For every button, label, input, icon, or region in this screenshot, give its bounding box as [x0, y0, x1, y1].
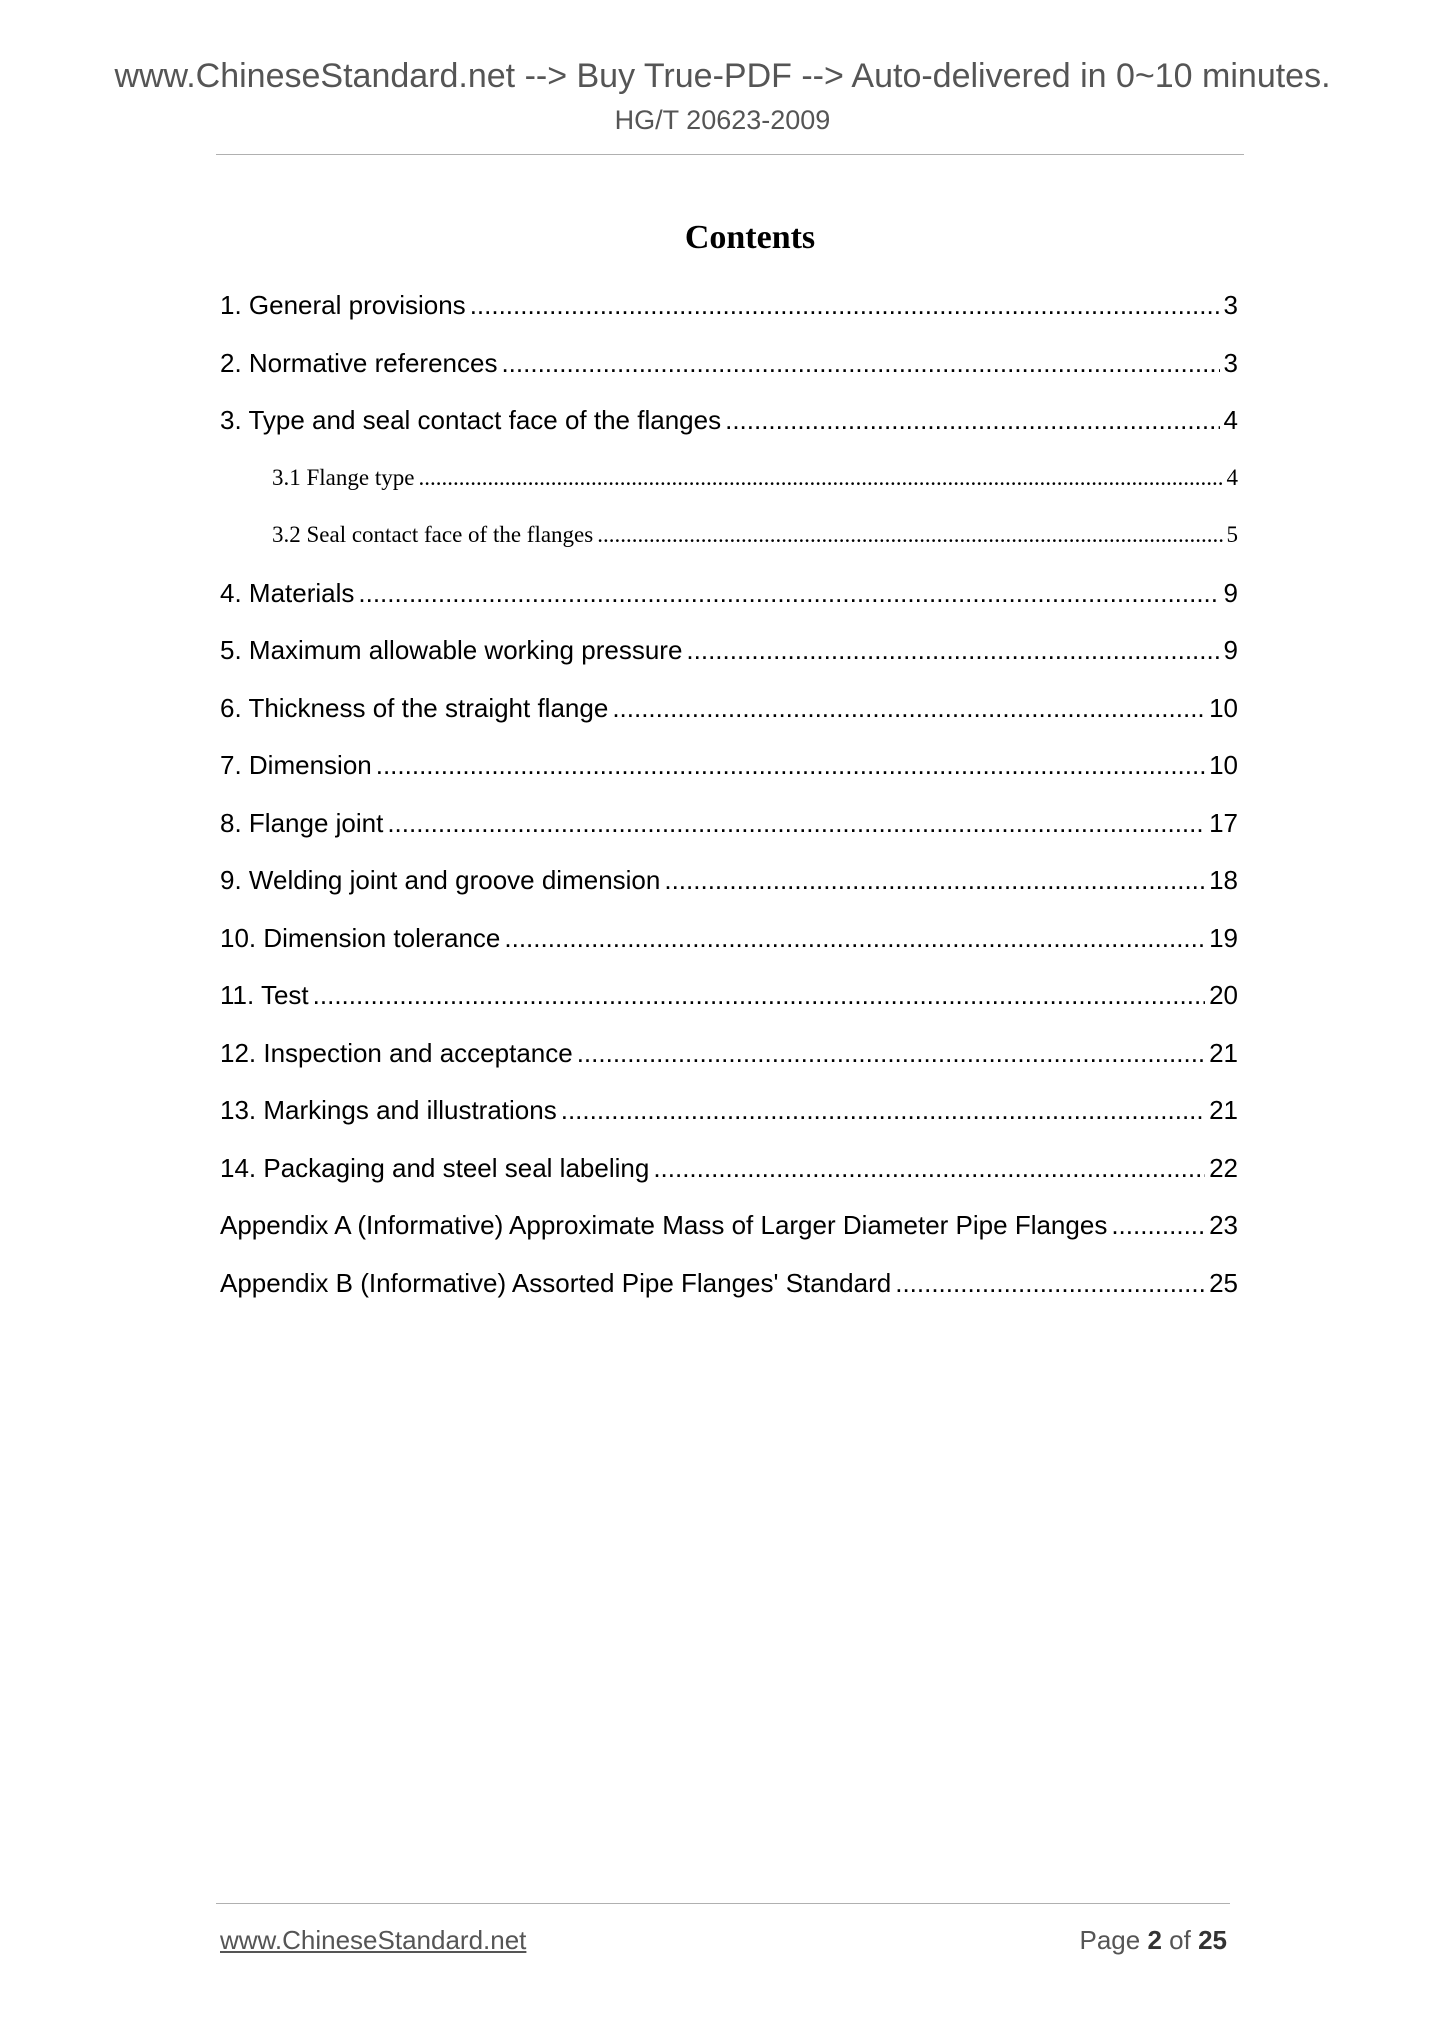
toc-entry-label: 7. Dimension [220, 750, 372, 780]
toc-page-number: 19 [1209, 922, 1238, 953]
total-page-count: 25 [1198, 1925, 1227, 1955]
toc-dot-leader [376, 745, 1205, 785]
page-prefix: Page [1079, 1925, 1141, 1955]
toc-entry-label: 1. General provisions [220, 290, 466, 320]
toc-entry-dimension[interactable] [220, 745, 1238, 803]
toc-dot-leader [664, 860, 1205, 900]
toc-dot-leader [895, 1263, 1205, 1303]
contents-title: Contents [684, 219, 816, 256]
toc-entry-label: 10. Dimension tolerance [220, 922, 501, 953]
toc-dot-leader [561, 1090, 1205, 1130]
toc-page-number: 21 [1209, 1095, 1238, 1125]
header-divider [216, 154, 1244, 155]
toc-entry-straight-flange-thickness[interactable] [220, 688, 1238, 746]
toc-dot-leader [597, 515, 1222, 555]
toc-page-number: 25 [1209, 1267, 1238, 1298]
current-page-number: 2 [1147, 1925, 1162, 1955]
toc-page-number: 3 [1223, 347, 1238, 378]
toc-dot-leader [612, 688, 1205, 728]
toc-entry-label: 3.1 Flange type [272, 464, 415, 490]
toc-entry-label: 9. Welding joint and groove dimension [220, 865, 661, 895]
toc-entry-label: Appendix B (Informative) Assorted Pipe Flanges' Standard [220, 1267, 892, 1298]
toc-dot-leader [358, 573, 1219, 613]
footer-divider [216, 1903, 1230, 1904]
toc-entry-packaging-labeling[interactable] [220, 1148, 1238, 1206]
toc-entry-test[interactable] [220, 975, 1238, 1033]
toc-entry-markings-illustrations[interactable] [220, 1090, 1238, 1148]
header-banner: www.ChineseStandard.net --> Buy True-PDF --> Auto-delivered in 0~10 minutes. [114, 57, 1331, 95]
toc-subentry-seal-contact-face[interactable] [220, 515, 1238, 573]
toc-entry-normative-references[interactable] [220, 343, 1238, 401]
toc-page-number: 17 [1209, 807, 1238, 838]
toc-entry-appendix-a[interactable] [220, 1205, 1238, 1263]
toc-page-number: 4 [1226, 464, 1238, 490]
toc-entry-max-working-pressure[interactable] [220, 630, 1238, 688]
toc-entry-label: 6. Thickness of the straight flange [220, 692, 609, 723]
toc-page-number: 21 [1209, 1037, 1238, 1068]
toc-entry-inspection-acceptance[interactable] [220, 1033, 1238, 1091]
toc-entry-welding-joint[interactable] [220, 860, 1238, 918]
toc-page-number: 9 [1223, 635, 1238, 665]
toc-entry-label: 3.2 Seal contact face of the flanges [272, 522, 594, 547]
toc-page-number: 3 [1223, 290, 1238, 320]
toc-entry-materials[interactable] [220, 573, 1238, 631]
page-indicator [1079, 1924, 1227, 1956]
toc-dot-leader [470, 285, 1220, 325]
toc-dot-leader [313, 975, 1205, 1015]
toc-entry-label: 4. Materials [220, 577, 355, 608]
toc-dot-leader [418, 458, 1222, 498]
toc-subentry-flange-type[interactable] [220, 458, 1238, 516]
toc-entry-label: 13. Markings and illustrations [220, 1095, 557, 1125]
toc-page-number: 22 [1209, 1152, 1238, 1183]
toc-dot-leader [577, 1033, 1205, 1073]
toc-dot-leader [1111, 1205, 1205, 1245]
toc-dot-leader [501, 343, 1219, 383]
toc-entry-label: Appendix A (Informative) Approximate Mass of Larger Diameter Pipe Flanges [220, 1210, 1108, 1240]
toc-dot-leader [686, 630, 1219, 670]
toc-entry-label: 14. Packaging and steel seal labeling [220, 1152, 650, 1183]
table-of-contents [220, 285, 1238, 1320]
toc-entry-label: 2. Normative references [220, 347, 498, 378]
toc-dot-leader [725, 400, 1219, 440]
toc-dot-leader [387, 803, 1205, 843]
toc-page-number: 10 [1209, 750, 1238, 780]
toc-entry-appendix-b[interactable] [220, 1263, 1238, 1321]
toc-entry-label: 12. Inspection and acceptance [220, 1037, 573, 1068]
toc-page-number: 5 [1226, 522, 1238, 547]
toc-entry-label: 5. Maximum allowable working pressure [220, 635, 683, 665]
toc-page-number: 18 [1209, 865, 1238, 895]
toc-entry-type-and-seal[interactable] [220, 400, 1238, 458]
standard-code: HG/T 20623-2009 [614, 105, 831, 135]
toc-page-number: 20 [1209, 980, 1238, 1010]
toc-entry-label: 8. Flange joint [220, 807, 384, 838]
toc-entry-flange-joint[interactable] [220, 803, 1238, 861]
page-of-label: of [1169, 1925, 1191, 1955]
toc-page-number: 23 [1209, 1210, 1238, 1240]
toc-page-number: 10 [1209, 692, 1238, 723]
toc-entry-label: 3. Type and seal contact face of the flanges [220, 405, 722, 435]
toc-entry-general-provisions[interactable] [220, 285, 1238, 343]
toc-page-number: 9 [1223, 577, 1238, 608]
toc-page-number: 4 [1223, 405, 1238, 435]
toc-dot-leader [504, 918, 1205, 958]
footer-website-link[interactable]: www.ChineseStandard.net [220, 1925, 527, 1955]
toc-entry-dimension-tolerance[interactable] [220, 918, 1238, 976]
toc-dot-leader [653, 1148, 1205, 1188]
toc-entry-label: 11. Test [220, 980, 309, 1010]
